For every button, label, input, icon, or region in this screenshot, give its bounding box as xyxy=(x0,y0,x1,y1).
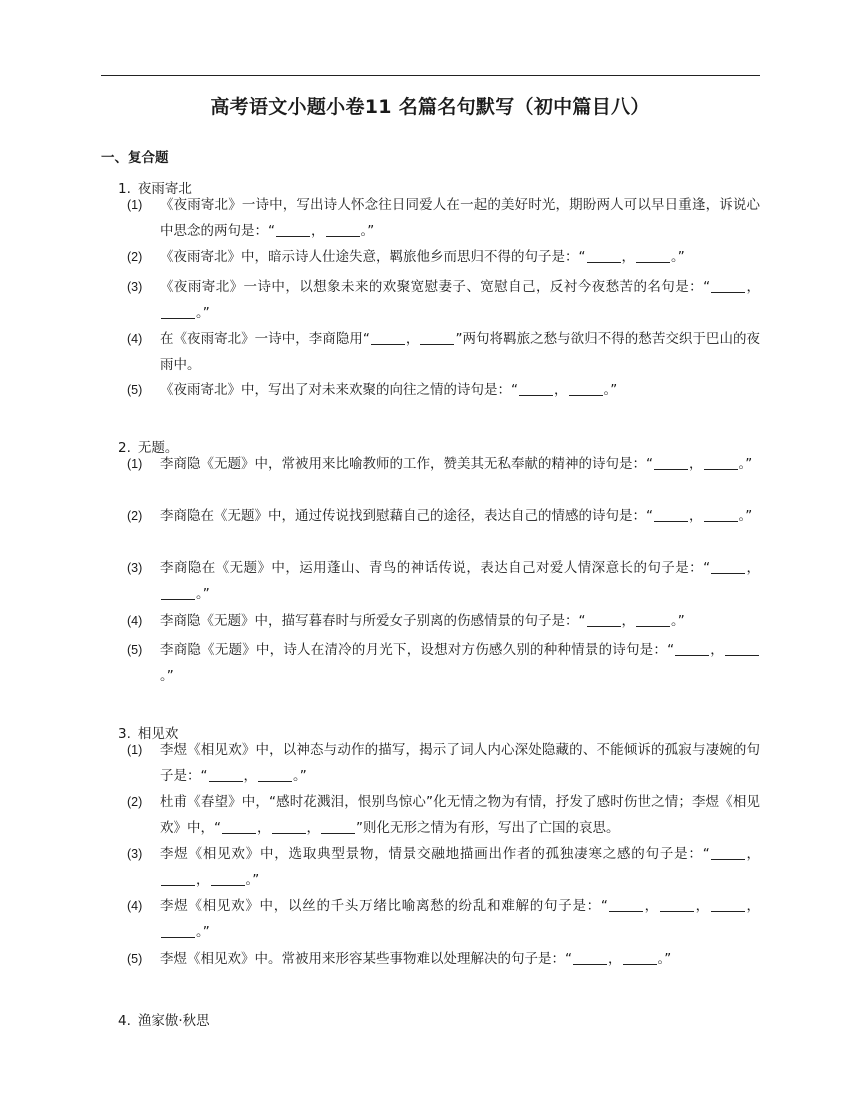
text-segment: 。” xyxy=(196,586,210,602)
sub-question-number: (4) xyxy=(127,899,143,913)
answer-blank[interactable] xyxy=(675,641,709,656)
sub-question-number: (4) xyxy=(127,332,143,346)
text-segment: ， xyxy=(196,872,210,888)
sub-question-number: (2) xyxy=(127,509,143,523)
text-segment: 《夜雨寄北》中，暗示诗人仕途失意，羁旅他乡而思归不得的句子是：“ xyxy=(160,249,586,265)
sub-question-text xyxy=(160,326,760,378)
text-segment: 。” xyxy=(671,613,685,629)
answer-blank[interactable] xyxy=(519,381,553,396)
text-segment: ， xyxy=(621,613,635,629)
question-title: 无题。 xyxy=(137,440,179,456)
sub-question-number: (2) xyxy=(127,795,143,809)
text-segment: 《夜雨寄北》一诗中，以想象未来的欢聚宽慰妻子、宽慰自己，反衬今夜愁苦的名句是：“ xyxy=(160,279,711,295)
question-number: 2. xyxy=(118,440,131,456)
answer-blank[interactable] xyxy=(272,819,306,834)
answer-blank[interactable] xyxy=(161,923,195,938)
sub-question-text xyxy=(160,608,760,634)
answer-blank[interactable] xyxy=(711,278,745,293)
sub-question-text xyxy=(160,192,760,244)
answer-blank[interactable] xyxy=(258,767,292,782)
sub-question-number: (3) xyxy=(127,847,143,861)
text-segment: 李商隐在《无题》中，通过传说找到慰藉自己的途径，表达自己的情感的诗句是：“ xyxy=(160,508,653,524)
sub-question-text xyxy=(160,451,760,477)
text-segment: ， xyxy=(746,279,761,295)
sub-question-text xyxy=(160,244,760,270)
text-segment: ， xyxy=(745,898,761,914)
text-segment: 李商隐《无题》中，常被用来比喻教师的工作，赞美其无私奉献的精神的诗句是：“ xyxy=(160,456,653,472)
answer-blank[interactable] xyxy=(660,897,694,912)
sub-question xyxy=(127,503,760,529)
text-segment: 。” xyxy=(738,456,753,472)
sub-question-number: (1) xyxy=(127,457,143,471)
text-segment: 李商隐《无题》中，诗人在清冷的月光下，设想对方伤感久别的种种情景的诗句是：“ xyxy=(160,642,675,658)
answer-blank[interactable] xyxy=(587,612,621,627)
text-segment: 。” xyxy=(603,382,618,398)
text-segment: 。” xyxy=(160,668,174,684)
document-title: 高考语文小题小卷11 名篇名句默写（初中篇目八） xyxy=(210,96,650,118)
top-rule xyxy=(101,75,760,76)
text-segment: ， xyxy=(689,456,703,472)
sub-question-number: (4) xyxy=(127,614,143,628)
answer-blank[interactable] xyxy=(371,330,405,345)
answer-blank[interactable] xyxy=(725,641,759,656)
sub-question xyxy=(127,789,760,841)
question-title: 相见欢 xyxy=(137,726,179,742)
text-segment: ”则化无形之情为有形，写出了亡国的哀思。 xyxy=(356,820,620,836)
text-segment: ， xyxy=(643,898,659,914)
text-segment: 李煜《相见欢》中，以神态与动作的描写，揭示了词人内心深处隐藏的、不能倾诉的孤寂与凄婉的句子是：“ xyxy=(160,742,760,784)
sub-question xyxy=(127,274,760,326)
sub-question-number: (5) xyxy=(127,643,143,657)
text-segment: 杜甫《春望》中，“感时花溅泪，恨别鸟惊心”化无情之物为有情，抒发了感时伤世之情；李煜《相见欢》中，“ xyxy=(160,794,760,836)
sub-question xyxy=(127,192,760,244)
sub-question-text xyxy=(160,789,760,841)
answer-blank[interactable] xyxy=(704,507,738,522)
text-segment: ， xyxy=(243,768,257,784)
text-segment: ， xyxy=(608,951,622,967)
answer-blank[interactable] xyxy=(161,871,195,886)
question-title: 渔家傲·秋思 xyxy=(137,1013,210,1029)
text-segment: 李煜《相见欢》中，以丝的千头万绪比喻离愁的纷乱和难解的句子是：“ xyxy=(160,898,608,914)
question-number: 1. xyxy=(118,181,131,197)
sub-question-text xyxy=(160,893,760,945)
sub-question xyxy=(127,946,760,972)
text-segment: ， xyxy=(746,560,761,576)
text-segment: ， xyxy=(554,382,568,398)
text-segment: 。” xyxy=(671,249,685,265)
sub-question xyxy=(127,244,760,270)
answer-blank[interactable] xyxy=(711,559,745,574)
sub-question xyxy=(127,637,760,689)
sub-question-text xyxy=(160,637,760,689)
sub-question xyxy=(127,377,760,403)
text-segment: 。” xyxy=(360,223,375,239)
answer-blank[interactable] xyxy=(711,845,745,860)
sub-question-number: (5) xyxy=(127,383,143,397)
answer-blank[interactable] xyxy=(654,507,688,522)
sub-question-text xyxy=(160,377,760,403)
question-number: 3. xyxy=(118,726,131,742)
text-segment: ， xyxy=(710,642,725,658)
text-segment: ， xyxy=(257,820,271,836)
sub-question xyxy=(127,841,760,893)
sub-question xyxy=(127,451,760,477)
answer-blank[interactable] xyxy=(211,871,245,886)
answer-blank[interactable] xyxy=(609,897,643,912)
answer-blank[interactable] xyxy=(209,767,243,782)
answer-blank[interactable] xyxy=(161,585,195,600)
sub-question-number: (5) xyxy=(127,952,143,966)
text-segment: 李商隐在《无题》中，运用蓬山、青鸟的神话传说，表达自己对爱人情深意长的句子是：“ xyxy=(160,560,711,576)
answer-blank[interactable] xyxy=(569,381,603,396)
sub-question-text xyxy=(160,841,760,893)
answer-blank[interactable] xyxy=(573,950,607,965)
section-heading: 一、复合题 xyxy=(101,150,169,166)
text-segment: 李商隐《无题》中，描写暮春时与所爱女子别离的伤感情景的句子是：“ xyxy=(160,613,586,629)
text-segment: 。” xyxy=(196,924,210,940)
answer-blank[interactable] xyxy=(321,819,355,834)
text-segment: ， xyxy=(405,331,420,347)
text-segment: ， xyxy=(311,223,325,239)
sub-question-text xyxy=(160,946,760,972)
answer-blank[interactable] xyxy=(587,248,621,263)
answer-blank[interactable] xyxy=(222,819,256,834)
answer-blank[interactable] xyxy=(623,950,657,965)
text-segment: ， xyxy=(694,898,710,914)
text-segment: 在《夜雨寄北》一诗中，李商隐用“ xyxy=(160,331,370,347)
answer-blank[interactable] xyxy=(654,455,688,470)
sub-question-number: (1) xyxy=(127,198,143,212)
text-segment: ”两句将羁旅之愁与欲归不得的愁苦交织于巴山的夜雨中。 xyxy=(160,331,761,373)
sub-question-number: (3) xyxy=(127,561,143,575)
sub-question-number: (2) xyxy=(127,250,143,264)
text-segment: 。” xyxy=(738,508,753,524)
answer-blank[interactable] xyxy=(636,248,670,263)
text-segment: 。” xyxy=(657,951,672,967)
text-segment: ， xyxy=(621,249,635,265)
text-segment: 李煜《相见欢》中。常被用来形容某些事物难以处理解决的句子是：“ xyxy=(160,951,572,967)
sub-question-text xyxy=(160,555,760,607)
sub-question-number: (1) xyxy=(127,743,143,757)
text-segment: ， xyxy=(306,820,320,836)
sub-question-number: (3) xyxy=(127,280,143,294)
sub-question xyxy=(127,555,760,607)
text-segment: 李煜《相见欢》中，选取典型景物，情景交融地描画出作者的孤独凄寒之感的句子是：“ xyxy=(160,846,710,862)
sub-question xyxy=(127,326,760,378)
text-segment: ， xyxy=(689,508,703,524)
text-segment: 。” xyxy=(196,305,210,321)
question-heading xyxy=(118,1009,210,1029)
answer-blank[interactable] xyxy=(326,222,360,237)
answer-blank[interactable] xyxy=(276,222,310,237)
text-segment: 《夜雨寄北》中，写出了对未来欢聚的向往之情的诗句是：“ xyxy=(160,382,518,398)
sub-question-text xyxy=(160,737,760,789)
text-segment: ， xyxy=(745,846,761,862)
sub-question-text xyxy=(160,503,760,529)
question-number: 4. xyxy=(118,1013,131,1029)
sub-question-text xyxy=(160,274,760,326)
question-title: 夜雨寄北 xyxy=(137,181,192,197)
answer-blank[interactable] xyxy=(704,455,738,470)
text-segment: 。” xyxy=(245,872,260,888)
sub-question xyxy=(127,608,760,634)
answer-blank[interactable] xyxy=(420,330,454,345)
answer-blank[interactable] xyxy=(636,612,670,627)
sub-question xyxy=(127,737,760,789)
answer-blank[interactable] xyxy=(161,304,195,319)
text-segment: 《夜雨寄北》一诗中，写出诗人怀念往日同爱人在一起的美好时光，期盼两人可以早日重逢，诉说心中思念的两句是：“ xyxy=(160,197,760,239)
answer-blank[interactable] xyxy=(711,897,745,912)
text-segment: 。” xyxy=(293,768,307,784)
sub-question xyxy=(127,893,760,945)
